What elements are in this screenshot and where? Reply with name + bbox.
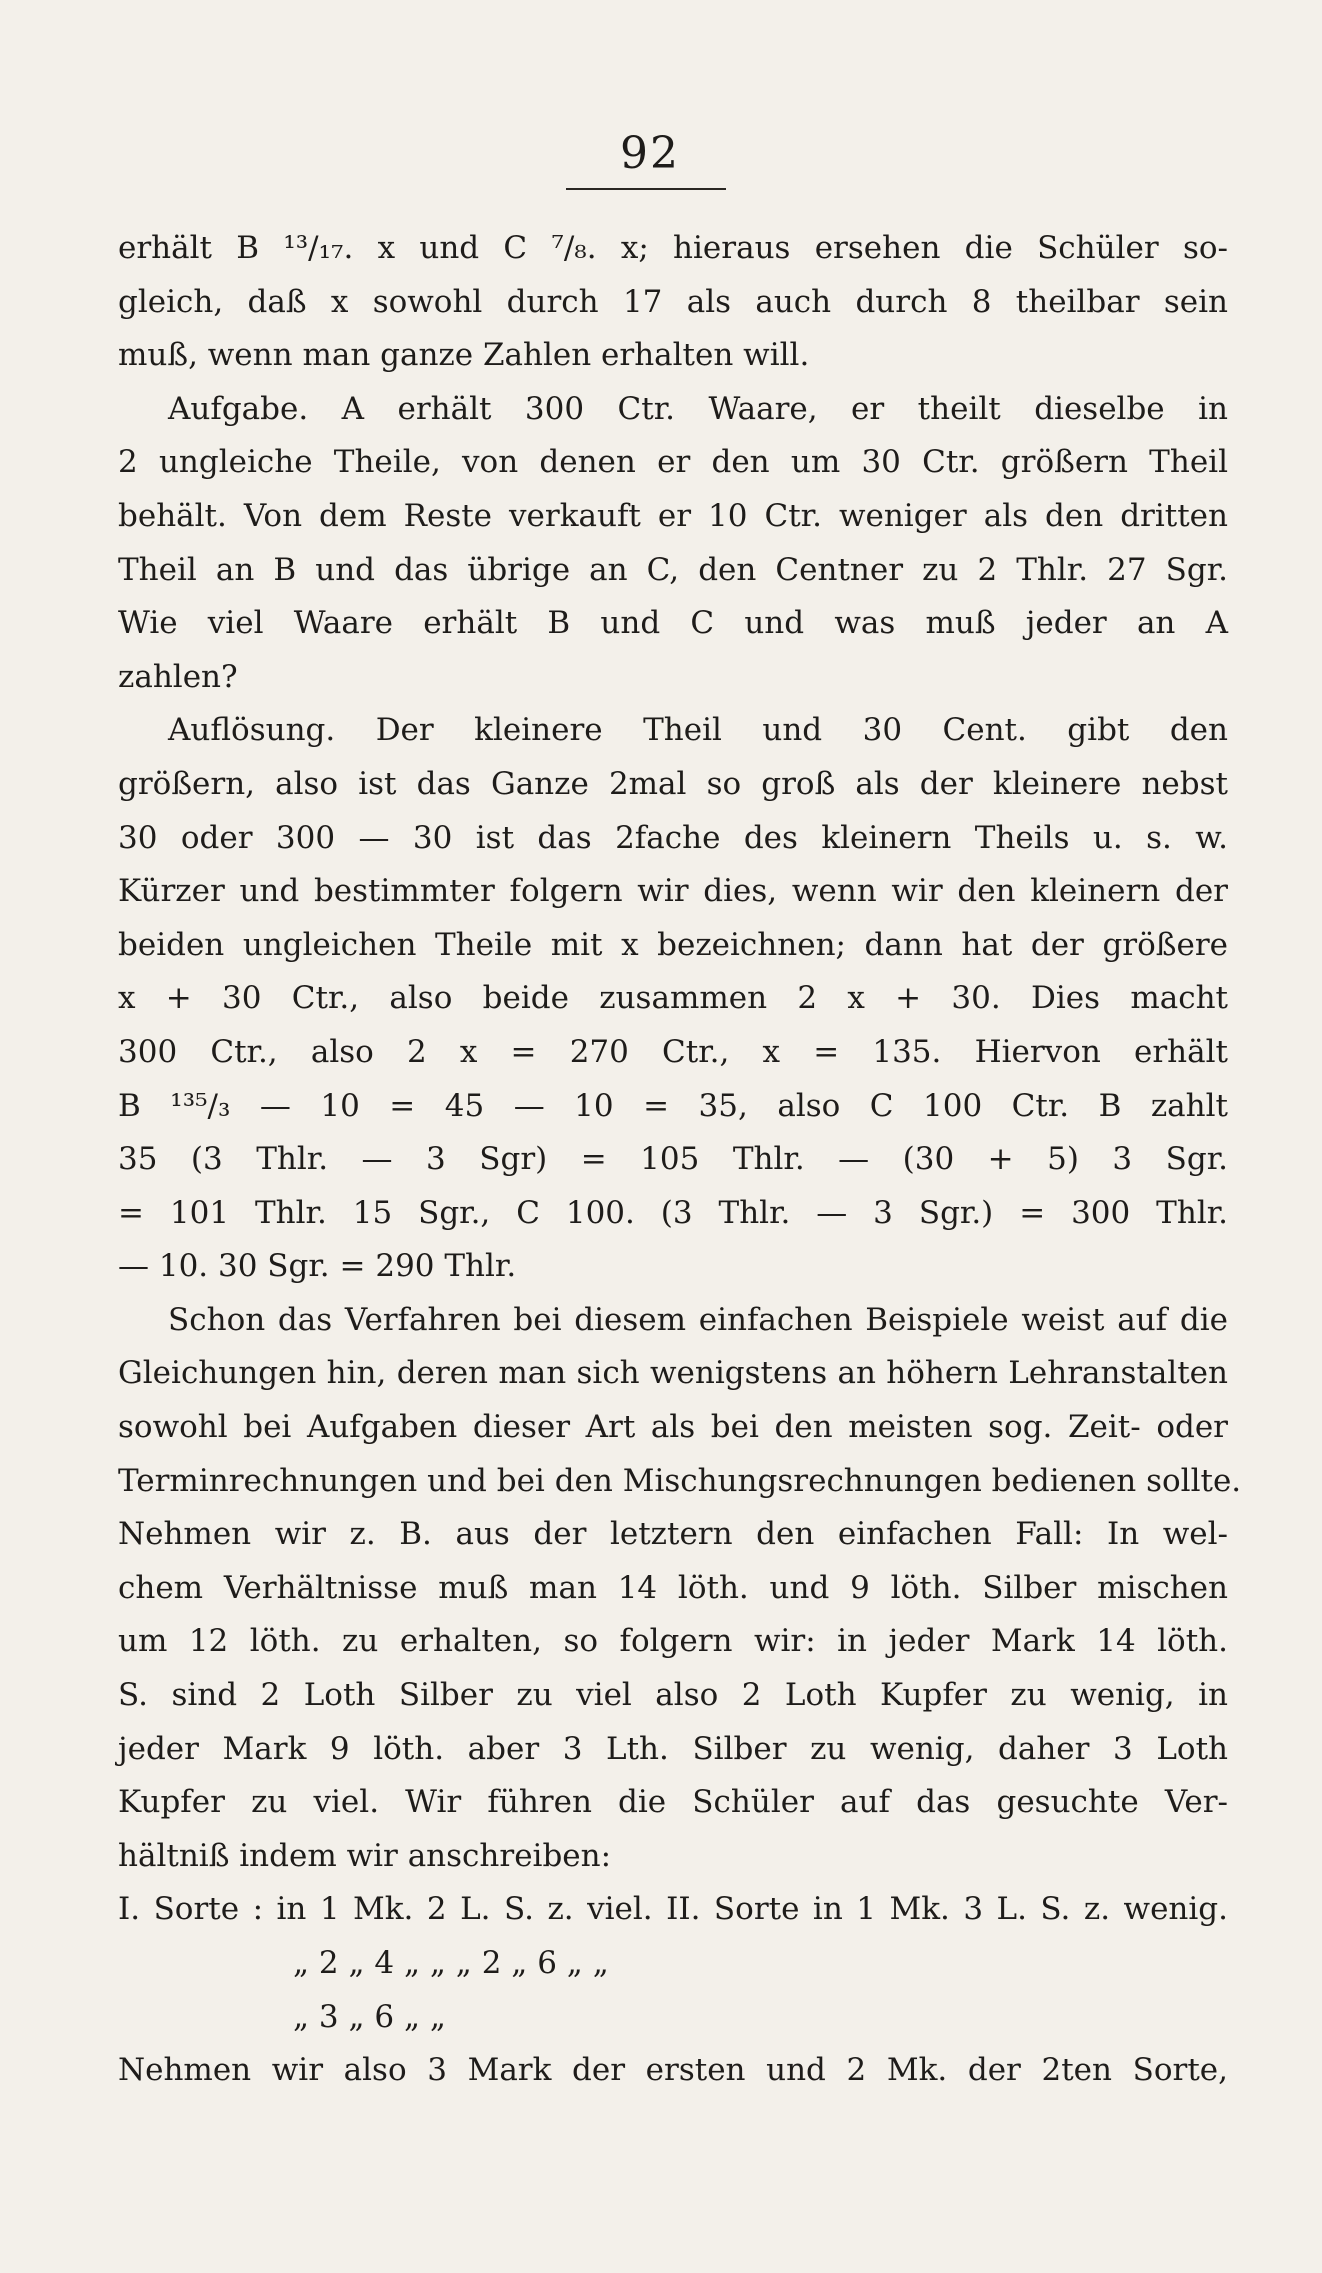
text-line: Nehmen wir also 3 Mark der ersten und 2 Mk. der 2ten Sorte, [118,2052,1228,2089]
text-line: Schon das Verfahren bei diesem einfachen Beispiele weist auf die [168,1301,1228,1338]
text-line: sowohl bei Aufgaben dieser Art als bei den meisten sog. Zeit- oder [118,1409,1228,1446]
text-line: Auflösung. Der kleinere Theil und 30 Cent. gibt den [168,712,1228,749]
table-line: I. Sorte : in 1 Mk. 2 L. S. z. viel. II. Sorte in 1 Mk. 3 L. S. z. wenig. [118,1891,1228,1928]
text-line: chem Verhältnisse muß man 14 löth. und 9 löth. Silber mischen [118,1569,1228,1606]
text-line: gleich, daß x sowohl durch 17 als auch durch 8 theilbar sein [118,283,1228,320]
text-line: um 12 löth. zu erhalten, so folgern wir: in jeder Mark 14 löth. [118,1623,1228,1660]
body-text [118,222,1242,2098]
text-line: = 101 Thlr. 15 Sgr., C 100. (3 Thlr. — 3 Sgr.) = 300 Thlr. [118,1194,1228,1231]
text-line: hältniß indem wir anschreiben: [118,1837,612,1874]
text-line: Terminrechnungen und bei den Mischungsrechnungen bedienen sollte. [118,1462,1242,1499]
text-line: zahlen? [118,658,238,695]
table-line: „ 2 „ 4 „ „ „ 2 „ 6 „ „ [293,1945,609,1981]
text-line: Kupfer zu viel. Wir führen die Schüler auf das gesuchte Ver- [118,1784,1228,1821]
text-line: Theil an B und das übrige an C, den Centner zu 2 Thlr. 27 Sgr. [118,551,1228,588]
text-line: Aufgabe. A erhält 300 Ctr. Waare, er theilt dieselbe in [168,390,1228,427]
text-line: jeder Mark 9 löth. aber 3 Lth. Silber zu wenig, daher 3 Loth [118,1730,1228,1767]
text-line: Nehmen wir z. B. aus der letztern den einfachen Fall: In wel- [118,1516,1228,1553]
text-line: x + 30 Ctr., also beide zusammen 2 x + 30. Dies macht [118,980,1228,1017]
header-rule [566,188,726,190]
text-line: — 10. 30 Sgr. = 290 Thlr. [118,1248,517,1285]
text-line: größern, also ist das Ganze 2mal so groß als der kleinere nebst [118,765,1228,802]
text-line: S. sind 2 Loth Silber zu viel also 2 Loth Kupfer zu wenig, in [118,1677,1228,1714]
text-line: 2 ungleiche Theile, von denen er den um 30 Ctr. größern Theil [118,444,1228,481]
text-line: erhält B ¹³/₁₇. x und C ⁷/₈. x; hieraus ersehen die Schüler so- [118,230,1228,266]
text-line: Kürzer und bestimmter folgern wir dies, wenn wir den kleinern der [118,873,1228,910]
text-line: beiden ungleichen Theile mit x bezeichnen; dann hat der größere [118,926,1228,963]
text-line: 30 oder 300 — 30 ist das 2fache des kleinern Theils u. s. w. [118,819,1228,856]
text-line: B ¹³⁵/₃ — 10 = 45 — 10 = 35, also C 100 Ctr. B zahlt [118,1087,1228,1124]
text-line: 300 Ctr., also 2 x = 270 Ctr., x = 135. Hiervon erhält [118,1033,1228,1070]
text-line: muß, wenn man ganze Zahlen erhalten will. [118,337,810,374]
text-line: Wie viel Waare erhält B und C und was muß jeder an A [118,605,1228,642]
text-line: Gleichungen hin, deren man sich wenigstens an höhern Lehranstalten [118,1355,1228,1392]
text-line: 35 (3 Thlr. — 3 Sgr) = 105 Thlr. — (30 + 5) 3 Sgr. [118,1141,1228,1178]
page-number: 92 [620,128,680,179]
text-line: behält. Von dem Reste verkauft er 10 Ctr. weniger als den dritten [118,497,1228,534]
table-line: „ 3 „ 6 „ „ [293,1998,446,2035]
